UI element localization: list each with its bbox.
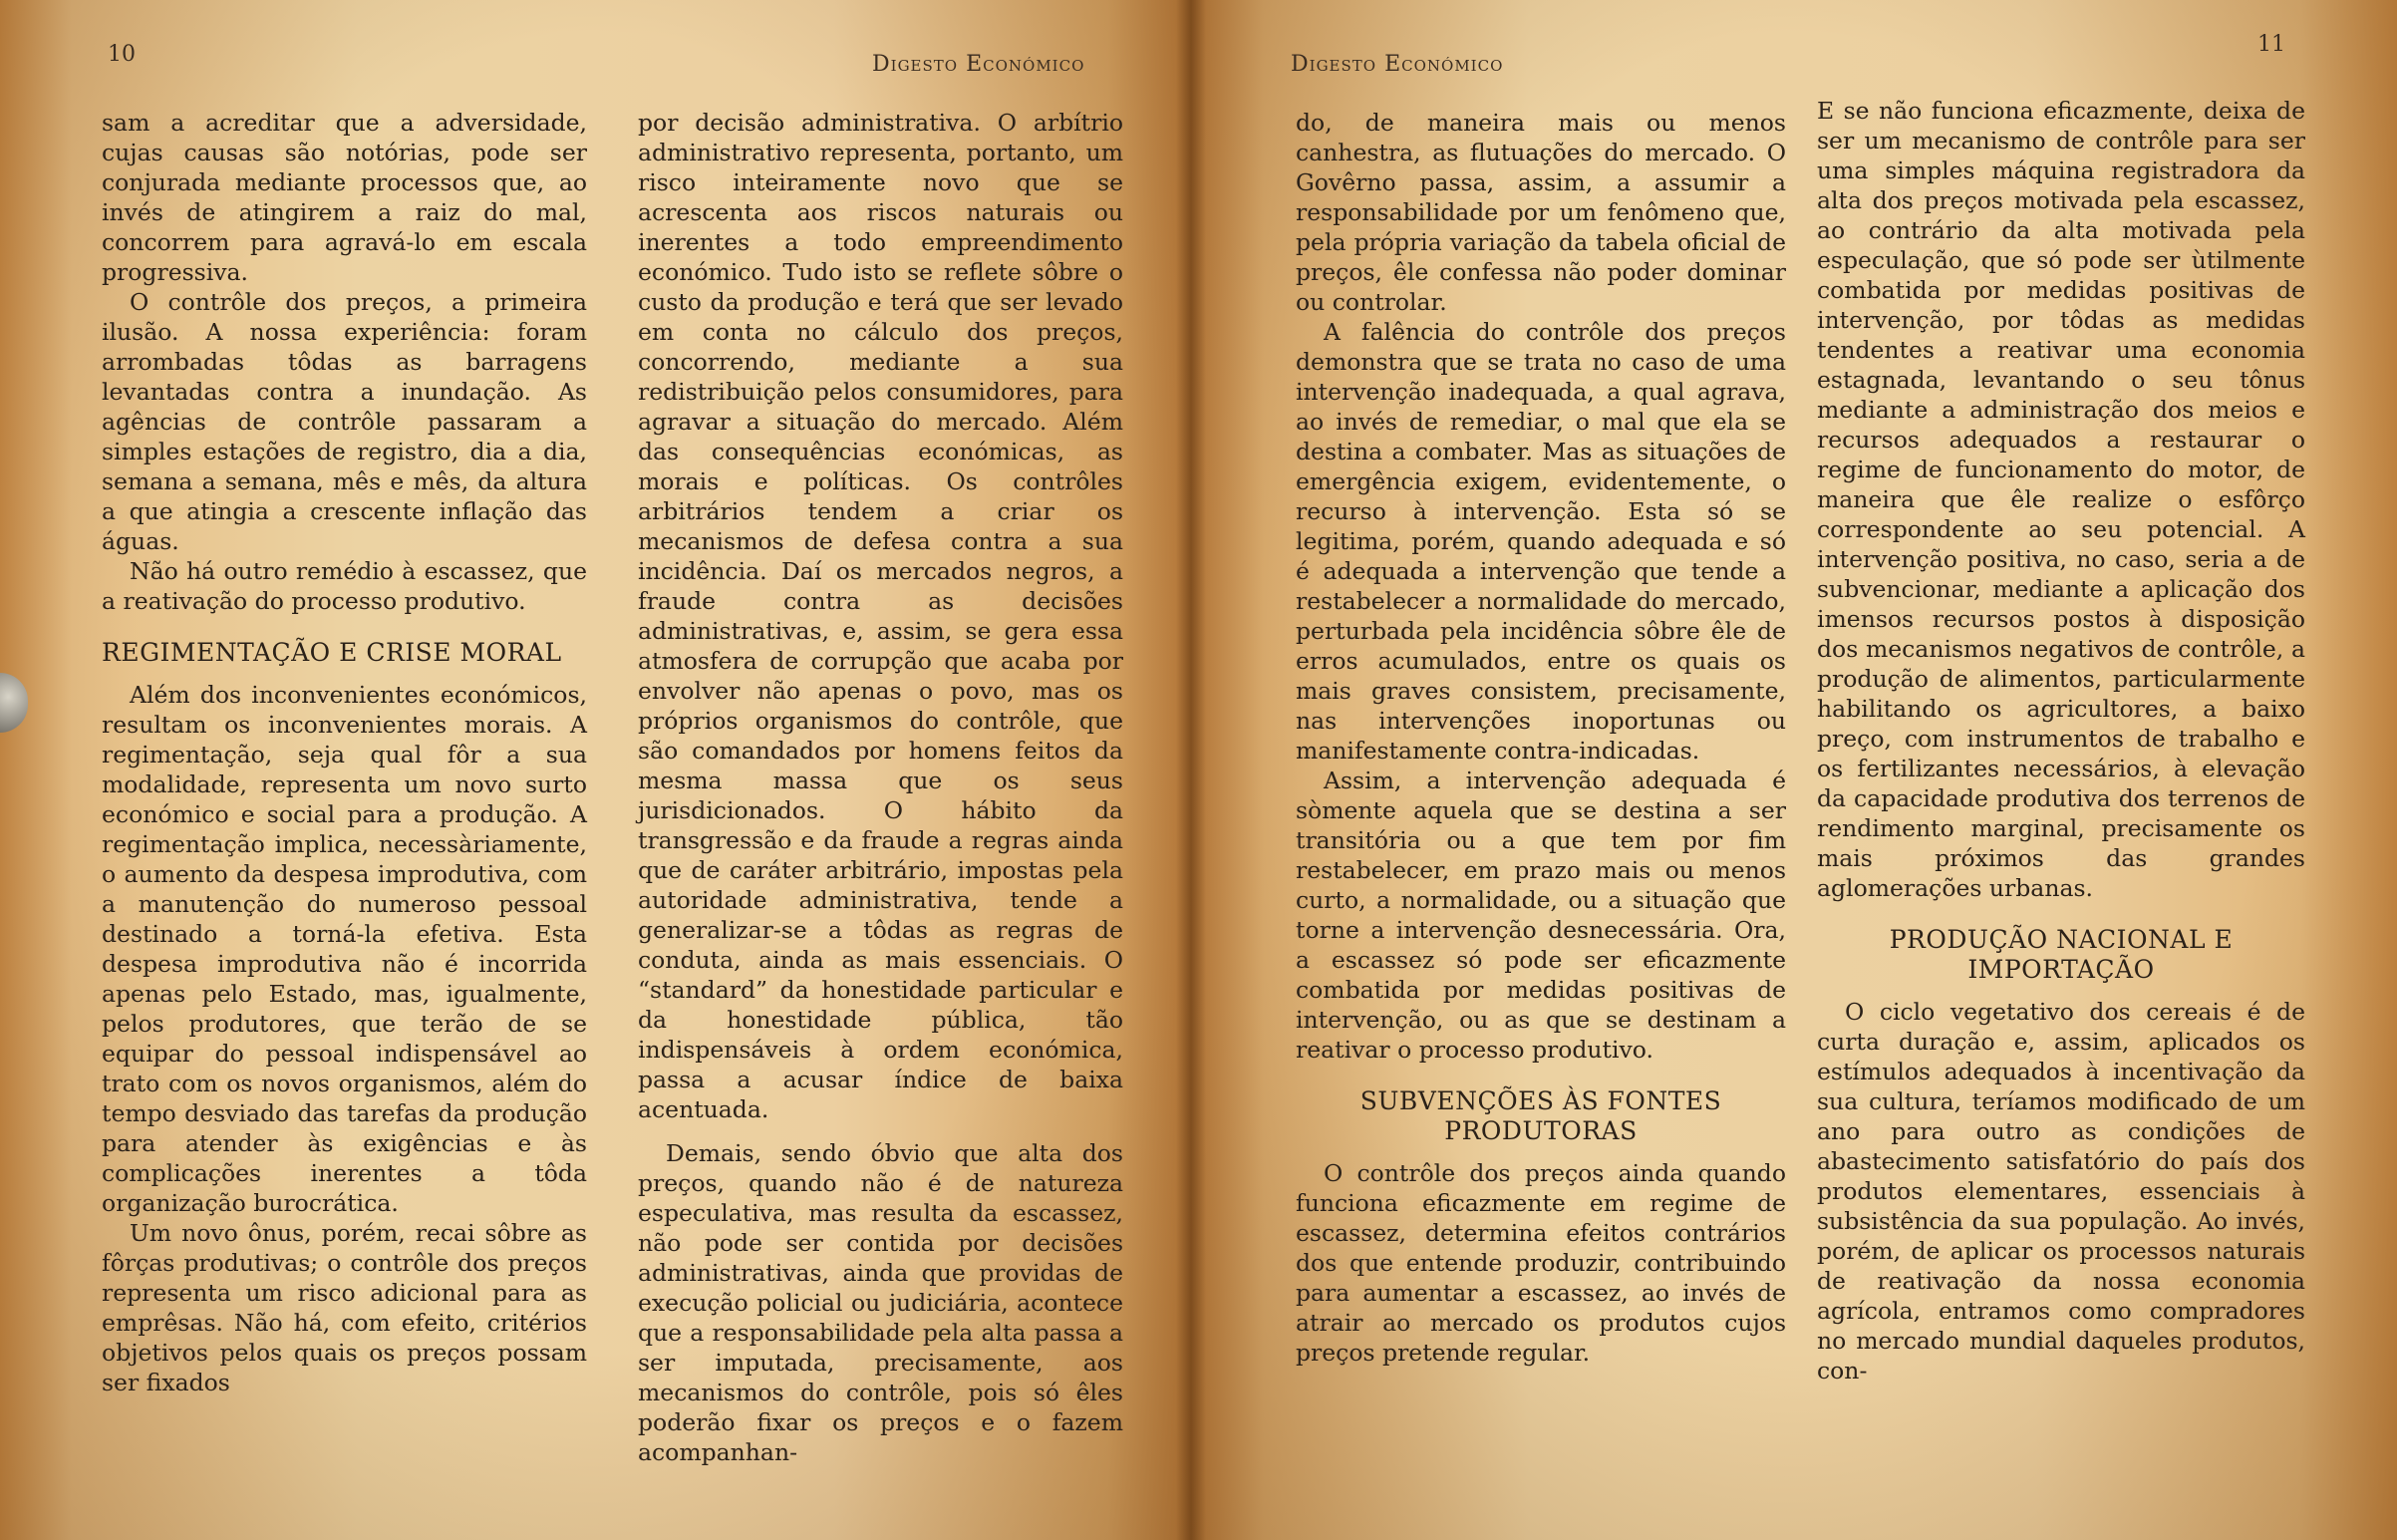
book-gutter [1176, 0, 1206, 1540]
paragraph: por decisão administrativa. O arbítrio administrativo representa, portanto, um risco inteiramente novo que se acrescenta aos riscos naturais ou inerentes a todo empreendimento económico. Tudo isto se reflete sôbre o custo da produção e terá que ser levado em conta no cálculo dos preços, concorrendo, mediante a sua redistribuição pelos consumidores, para agravar a situação do mercado. Além das consequências económicas, as morais e políticas. Os contrôles arbitrários tendem a criar os mecanismos de defesa contra a sua incidência. Daí os mercados negros, a fraude contra as decisões administrativas, e, assim, se gera essa atmosfera de corrupção que acaba por envolver não apenas o povo, mas os próprios organismos do contrôle, que são comandados por homens feitos da mesma massa que os seus jurisdicionados. O hábito da transgressão e da fraude a regras ainda que de caráter arbitrário, impostas pela autoridade administrativa, tende a generalizar-se a tôdas as regras de conduta, ainda as mais essenciais. O “standard” da honestidade particular e da honestidade pública, tão indispensáveis à ordem económica, passa a acusar índice de baixa acentuada. [638, 109, 1123, 1123]
paragraph: Demais, sendo óbvio que alta dos preços, quando não é de natureza especulativa, mas resulta da escassez, não pode ser contida por decisões administrativas, ainda que providas de execução policial ou judiciária, acontece que a responsabilidade pela alta passa a ser imputada, precisamente, aos mecanismos do contrôle, pois só êles poderão fixar os preços e o fazem acompanhan- [638, 1139, 1123, 1466]
paragraph: do, de maneira mais ou menos canhestra, as flutuações do mercado. O Govêrno passa, assim, a assumir a responsabilidade por um fenômeno que, pela própria variação da tabela oficial de preços, êle confessa não poder dominar ou controlar. [1296, 109, 1786, 316]
left-page-column-1 [102, 108, 587, 1397]
right-page-column-2 [1817, 96, 2305, 1386]
left-page-column-2 [638, 108, 1123, 1467]
paragraph: sam a acreditar que a adversidade, cujas causas são notórias, pode ser conjurada mediante processos que, ao invés de atingirem a raiz do mal, concorrem para agravá-lo em escala progressiva. [102, 109, 587, 286]
right-page-column-1 [1296, 108, 1786, 1368]
page-number: 10 [108, 42, 136, 67]
paragraph: Não há outro remédio à escassez, que a reativação do processo produtivo. [102, 557, 587, 615]
paragraph: O contrôle dos preços, a primeira ilusão. A nossa experiência: foram arrombadas tôdas as barragens levantadas contra a inundação. As agências de contrôle passaram a simples estações de registro, dia a dia, semana a semana, mês e mês, da altura a que atingia a crescente inflação das águas. [102, 288, 587, 555]
paragraph: A falência do contrôle dos preços demonstra que se trata no caso de uma intervenção inadequada, a qual agrava, ao invés de remediar, o mal que ela se destina a combater. Mas as situações de emergência exigem, evidentemente, o recurso à intervenção. Esta só se legitima, porém, quando adequada e só é adequada a intervenção que tende a restabelecer a normalidade do mercado, perturbada pela incidência sôbre êle de erros acumulados, entre os quais os mais graves consistem, precisamente, nas intervenções inoportunas ou manifestamente contra-indicadas. [1296, 318, 1786, 765]
paragraph: O contrôle dos preços ainda quando funciona eficazmente em regime de escassez, determina efeitos contrários dos que entende produzir, contribuindo para aumentar a escassez, ao invés de atrair ao mercado os produtos cujos preços pretende regular. [1296, 1159, 1786, 1367]
paragraph: Um novo ônus, porém, recai sôbre as fôrças produtivas; o contrôle dos preços representa um risco adicional para as emprêsas. Não há, com efeito, critérios objetivos pelos quais os preços possam ser fixados [102, 1219, 587, 1396]
section-heading: SUBVENÇÕES ÀS FONTES PRODUTORAS [1359, 1086, 1722, 1145]
paragraph: Assim, a intervenção adequada é sòmente aquela que se destina a ser transitória ou a que tem por fim restabelecer, em prazo mais ou menos curto, a normalidade, ou a situação que torne a intervenção desnecessária. Ora, a escassez só pode ser eficazmente combatida por medidas positivas de intervenção, ou as que se destinam a reativar o processo produtivo. [1296, 767, 1786, 1064]
section-heading: PRODUÇÃO NACIONAL E IMPORTAÇÃO [1889, 925, 2234, 984]
paragraph: O ciclo vegetativo dos cereais é de curta duração e, assim, aplicados os estímulos adequados à incentivação da sua cultura, teríamos modificado de um ano para outro as condições de abastecimento satisfatório do país dos produtos elementares, essenciais à subsistência da sua população. Ao invés, porém, de aplicar os processos naturais de reativação da nossa economia agrícola, entramos como compradores no mercado mundial daqueles produtos, con- [1817, 998, 2305, 1385]
right-page [1191, 0, 2397, 1540]
section-heading: REGIMENTAÇÃO E CRISE MORAL [102, 638, 562, 667]
page-number: 11 [2257, 32, 2285, 57]
running-head: Digesto Económico [872, 52, 1085, 77]
paragraph-gap [638, 1124, 1123, 1138]
paragraph: Além dos inconvenientes económicos, resultam os inconvenientes morais. A regimentação, seja qual fôr a sua modalidade, representa um novo surto económico e social para a produção. A regimentação implica, necessàriamente, o aumento da despesa improdutiva, com a manutenção do numeroso pessoal destinado a torná-la efetiva. Esta despesa improdutiva não é incorrida apenas pelo Estado, mas, igualmente, pelos produtores, que terão de se equipar do pessoal indispensável ao trato com os novos organismos, além do tempo desviado das tarefas da produção para atender às exigências e às complicações inerentes a tôda organização burocrática. [102, 681, 587, 1217]
paragraph: E se não funciona eficazmente, deixa de ser um mecanismo de contrôle para ser uma simples máquina registradora da alta dos preços motivada pela escassez, ao contrário da alta motivada pela especulação, que só pode ser ùtilmente combatida por medidas positivas de intervenção, por tôdas as medidas tendentes a reativar uma economia estagnada, levantando o seu tônus mediante a administração dos meios e recursos adequados a restaurar o regime de funcionamento do motor, de maneira que êle realize o esfôrço correspondente ao seu potencial. A intervenção positiva, no caso, seria a de subvencionar, mediante a aplicação dos imensos recursos postos à disposição dos mecanismos negativos de contrôle, a produção de alimentos, particularmente habilitando os agricultores, a baixo preço, com instrumentos de trabalho e os fertilizantes necessários, à elevação da capacidade produtiva dos terrenos de rendimento marginal, precisamente os mais próximos das grandes aglomerações urbanas. [1817, 97, 2305, 902]
left-page [0, 0, 1191, 1540]
running-head: Digesto Económico [1291, 52, 1504, 77]
